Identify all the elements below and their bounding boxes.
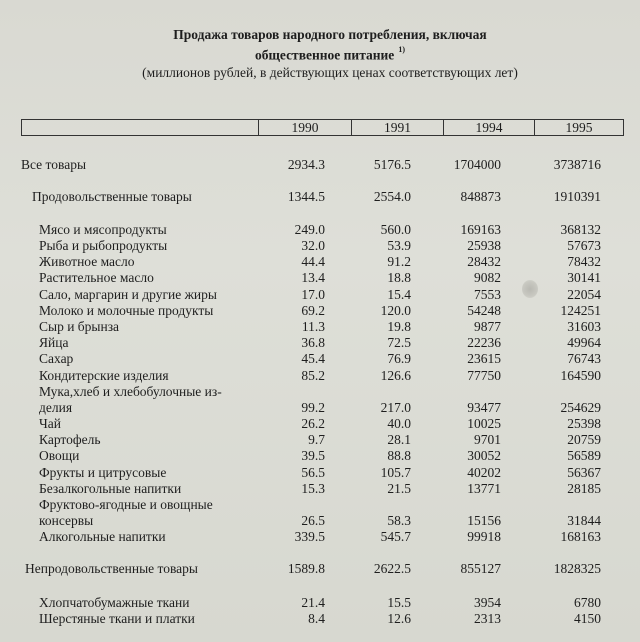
cell-1990: 45.4: [301, 351, 325, 366]
cell-1991: 58.3: [387, 513, 411, 528]
cell-1995: 57673: [567, 238, 601, 253]
cell-1995: 20759: [567, 432, 601, 447]
cell-1995: 124251: [560, 303, 601, 318]
row-label: Сыр и брынза: [39, 319, 120, 334]
row-label: Хлопчатобумажные ткани: [39, 595, 190, 610]
cell-1995: 1910391: [553, 189, 601, 204]
cell-1991: 91.2: [387, 254, 411, 269]
row-label: Алкогольные напитки: [39, 529, 166, 544]
cell-1991: 105.7: [380, 465, 411, 480]
cell-1995: 76743: [567, 351, 601, 366]
row-label: Сало, маргарин и другие жиры: [39, 287, 217, 302]
cell-1990: 1589.8: [287, 561, 325, 576]
row-label: Безалкогольные напитки: [39, 481, 182, 496]
cell-1995: 25398: [567, 416, 601, 431]
cell-1994: 13771: [467, 481, 501, 496]
cell-1991: 19.8: [387, 319, 411, 334]
cell-1991: 40.0: [387, 416, 411, 431]
cell-1995: 30141: [567, 270, 601, 285]
table-row: [0, 335, 640, 351]
cell-1994: 848873: [460, 189, 501, 204]
row-label-continued: делия: [39, 400, 73, 415]
table-row: [0, 561, 640, 577]
cell-1994: 23615: [467, 351, 501, 366]
row-label: Растительное масло: [39, 270, 154, 285]
table-row: [0, 416, 640, 432]
cell-1994: 7553: [474, 287, 501, 302]
table-row: [0, 368, 640, 384]
cell-1990: 32.0: [301, 238, 325, 253]
row-label: Кондитерские изделия: [39, 368, 169, 383]
cell-1990: 339.5: [294, 529, 325, 544]
header-cell-1995: 1995: [534, 120, 623, 135]
title-line-2: [60, 43, 600, 64]
cell-1994: 54248: [467, 303, 501, 318]
cell-1995: 6780: [574, 595, 601, 610]
row-label: Мука,хлеб и хлебобулочные из-: [39, 384, 222, 399]
table-row: [0, 287, 640, 303]
cell-1995: 31844: [567, 513, 601, 528]
table-title: [60, 26, 600, 81]
cell-1991: 545.7: [380, 529, 411, 544]
cell-1995: 1828325: [553, 561, 601, 576]
cell-1991: 560.0: [380, 222, 411, 237]
cell-1994: 3954: [474, 595, 501, 610]
cell-1995: 168163: [560, 529, 601, 544]
cell-1994: 30052: [467, 448, 501, 463]
table-row: [0, 254, 640, 270]
cell-1994: 9701: [474, 432, 501, 447]
cell-1994: 9082: [474, 270, 501, 285]
cell-1990: 36.8: [301, 335, 325, 350]
table-row: [0, 384, 640, 416]
table-row: [0, 611, 640, 627]
table-row: [0, 319, 640, 335]
cell-1991: 15.5: [387, 595, 411, 610]
row-label: Продовольственные товары: [32, 189, 192, 204]
cell-1994: 2313: [474, 611, 501, 626]
cell-1991: 2622.5: [373, 561, 411, 576]
header-cell-label: [22, 120, 258, 135]
cell-1994: 99918: [467, 529, 501, 544]
cell-1990: 21.4: [301, 595, 325, 610]
cell-1990: 8.4: [308, 611, 325, 626]
row-label: Сахар: [39, 351, 74, 366]
table-row: [0, 157, 640, 173]
cell-1990: 249.0: [294, 222, 325, 237]
cell-1990: 69.2: [301, 303, 325, 318]
cell-1994: 25938: [467, 238, 501, 253]
table-row: [0, 529, 640, 545]
cell-1991: 12.6: [387, 611, 411, 626]
cell-1991: 5176.5: [373, 157, 411, 172]
cell-1990: 39.5: [301, 448, 325, 463]
cell-1990: 26.5: [301, 513, 325, 528]
cell-1991: 18.8: [387, 270, 411, 285]
cell-1994: 40202: [467, 465, 501, 480]
paper-stain: [522, 280, 538, 298]
cell-1995: 164590: [560, 368, 601, 383]
row-label-continued: консервы: [39, 513, 94, 528]
table-row: [0, 448, 640, 464]
row-label: Молоко и молочные продукты: [39, 303, 214, 318]
cell-1995: 49964: [567, 335, 601, 350]
cell-1995: 3738716: [553, 157, 601, 172]
title-footnote-mark: 1): [398, 45, 405, 54]
table-row: [0, 189, 640, 205]
table-row: [0, 222, 640, 238]
table-row: [0, 238, 640, 254]
cell-1995: 56589: [567, 448, 601, 463]
table-header: [21, 119, 624, 136]
row-label: Яйца: [39, 335, 69, 350]
table-row: [0, 497, 640, 529]
header-cell-1990: 1990: [258, 120, 351, 135]
cell-1991: 126.6: [380, 368, 411, 383]
row-label: Картофель: [39, 432, 101, 447]
table-row: [0, 595, 640, 611]
row-label: Рыба и рыбопродукты: [39, 238, 168, 253]
cell-1991: 21.5: [387, 481, 411, 496]
cell-1994: 15156: [467, 513, 501, 528]
cell-1994: 1704000: [453, 157, 501, 172]
cell-1995: 254629: [560, 400, 601, 415]
table-row: [0, 432, 640, 448]
cell-1991: 88.8: [387, 448, 411, 463]
cell-1990: 26.2: [301, 416, 325, 431]
header-cell-1991: 1991: [351, 120, 443, 135]
table-row: [0, 270, 640, 286]
title-line-1: Продажа товаров народного потребления, включая: [173, 27, 487, 42]
cell-1991: 217.0: [380, 400, 411, 415]
cell-1995: 28185: [567, 481, 601, 496]
cell-1990: 85.2: [301, 368, 325, 383]
table-subtitle: (миллионов рублей, в действующих ценах соответствующих лет): [142, 64, 518, 80]
row-label: Все товары: [21, 157, 87, 172]
cell-1995: 4150: [574, 611, 601, 626]
cell-1995: 368132: [560, 222, 601, 237]
header-cell-1994: 1994: [443, 120, 534, 135]
cell-1990: 56.5: [301, 465, 325, 480]
row-label: Животное масло: [39, 254, 135, 269]
cell-1991: 15.4: [387, 287, 411, 302]
cell-1994: 10025: [467, 416, 501, 431]
table-row: [0, 481, 640, 497]
cell-1990: 15.3: [301, 481, 325, 496]
cell-1995: 31603: [567, 319, 601, 334]
cell-1990: 2934.3: [287, 157, 325, 172]
row-label: Фрукты и цитрусовые: [39, 465, 167, 480]
cell-1990: 17.0: [301, 287, 325, 302]
cell-1994: 169163: [460, 222, 501, 237]
row-label: Фруктово-ягодные и овощные: [39, 497, 213, 512]
cell-1991: 120.0: [380, 303, 411, 318]
cell-1990: 44.4: [301, 254, 325, 269]
cell-1991: 72.5: [387, 335, 411, 350]
row-label: Овощи: [39, 448, 80, 463]
cell-1990: 1344.5: [287, 189, 325, 204]
cell-1995: 56367: [567, 465, 601, 480]
table-row: [0, 303, 640, 319]
cell-1990: 11.3: [301, 319, 325, 334]
cell-1995: 78432: [567, 254, 601, 269]
cell-1991: 76.9: [387, 351, 411, 366]
cell-1991: 28.1: [387, 432, 411, 447]
cell-1991: 2554.0: [373, 189, 411, 204]
cell-1994: 855127: [460, 561, 501, 576]
row-label: Чай: [39, 416, 61, 431]
cell-1991: 53.9: [387, 238, 411, 253]
cell-1990: 9.7: [308, 432, 325, 447]
cell-1994: 9877: [474, 319, 501, 334]
table-row: [0, 465, 640, 481]
cell-1990: 13.4: [301, 270, 325, 285]
row-label: Мясо и мясопродукты: [39, 222, 167, 237]
cell-1995: 22054: [567, 287, 601, 302]
cell-1994: 77750: [467, 368, 501, 383]
cell-1994: 22236: [467, 335, 501, 350]
title-line-2-text: общественное питание: [255, 47, 395, 63]
cell-1994: 93477: [467, 400, 501, 415]
row-label: Шерстяные ткани и платки: [39, 611, 195, 626]
table-row: [0, 351, 640, 367]
cell-1990: 99.2: [301, 400, 325, 415]
cell-1994: 28432: [467, 254, 501, 269]
row-label: Непродовольственные товары: [25, 561, 198, 576]
